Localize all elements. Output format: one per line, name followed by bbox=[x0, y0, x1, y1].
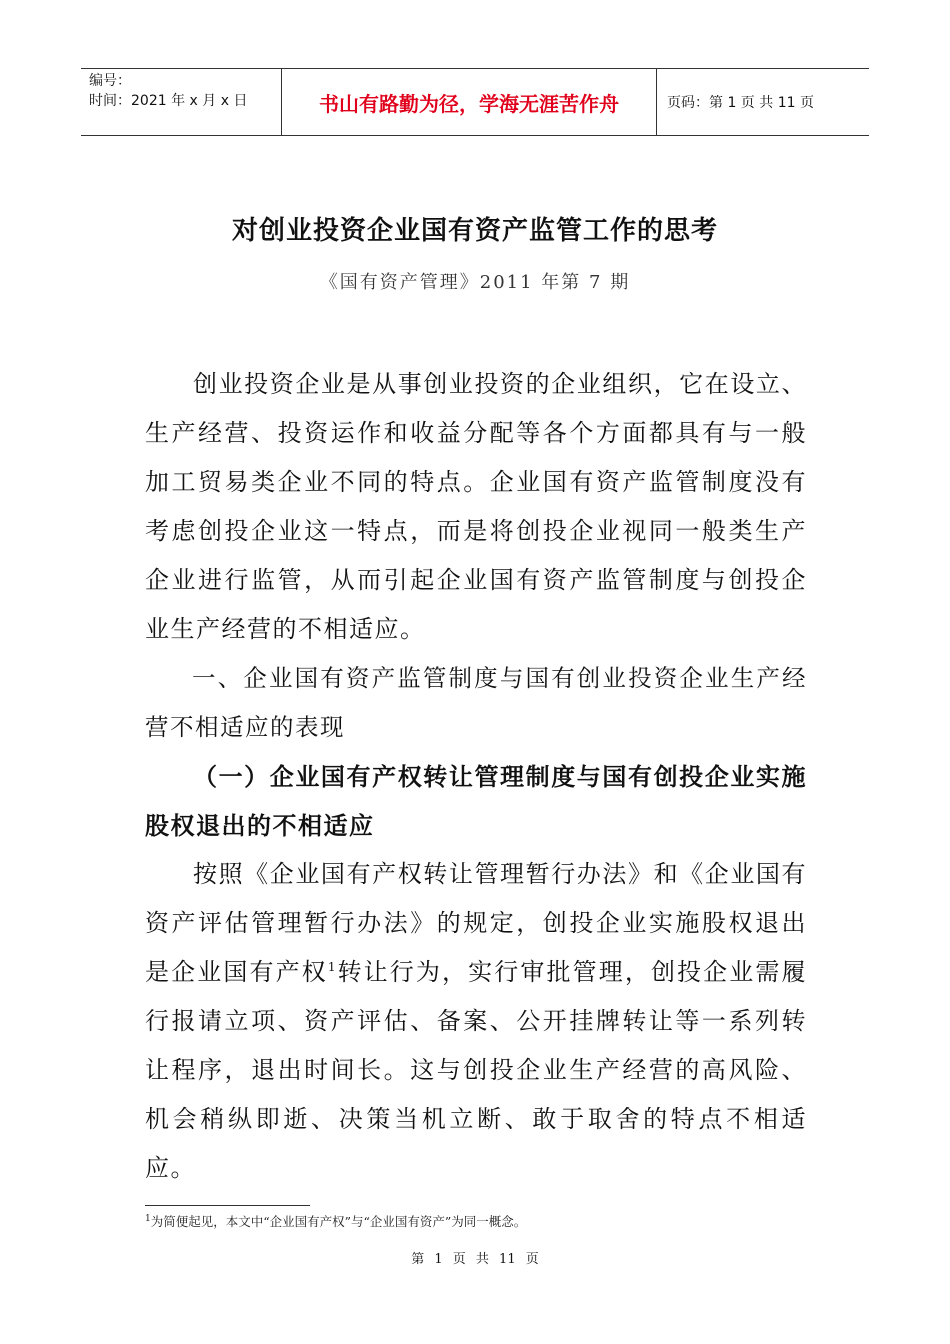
page-header bbox=[81, 68, 869, 136]
paragraph-text-start: 按照《企业国有产权转让管理暂行办法》和《企业国有资产评估管理暂行办法》的规定，创投企业实施股权退出是企业国有产权 bbox=[145, 860, 807, 986]
body-paragraph bbox=[145, 850, 807, 1193]
header-meta bbox=[81, 69, 281, 135]
header-page-info: 页码：第 1 页 共 11 页 bbox=[667, 95, 814, 111]
footnote-divider bbox=[145, 1205, 310, 1206]
intro-paragraph: 创业投资企业是从事创业投资的企业组织，它在设立、生产经营、投资运作和收益分配等各个方面都具有与一般加工贸易类企业不同的特点。企业国有资产监管制度没有考虑创投企业这一特点，而是将创投企业视同一般类生产企业进行监管，从而引起企业国有资产监管制度与创投企业生产经营的不相适应。 bbox=[145, 370, 807, 643]
subsection-heading: （一）企业国有产权转让管理制度与国有创投企业实施股权退出的不相适应 bbox=[145, 762, 807, 840]
section-heading: 一、企业国有资产监管制度与国有创业投资企业生产经营不相适应的表现 bbox=[145, 664, 807, 741]
number-label: 编号： bbox=[89, 73, 131, 89]
header-motto: 书山有路勤为径，学海无涯苦作舟 bbox=[281, 69, 657, 135]
footnote-text: 为简便起见，本文中“企业国有产权”与“企业国有资产”为同一概念。 bbox=[150, 1214, 527, 1229]
paragraph-text-end: 转让行为，实行审批管理，创投企业需履行报请立项、资产评估、备案、公开挂牌转让等一系列转让程序，退出时间长。这与创投企业生产经营的高风险、机会稍纵即逝、决策当机立断、敢于取舍的特点不相适应。 bbox=[145, 958, 808, 1182]
footnote bbox=[145, 1212, 526, 1230]
page-number: 第 1 页 共 11 页 bbox=[411, 1252, 539, 1267]
footnote-ref[interactable]: 1 bbox=[327, 960, 337, 974]
document-title: 对创业投资企业国有资产监管工作的思考 bbox=[231, 216, 718, 246]
footnote-marker: 1 bbox=[145, 1213, 151, 1224]
document-source: 《国有资产管理》2011 年第 7 期 bbox=[319, 272, 631, 293]
document-body bbox=[145, 360, 807, 1193]
time-label: 时间：2021 年 x 月 x 日 bbox=[89, 93, 248, 109]
